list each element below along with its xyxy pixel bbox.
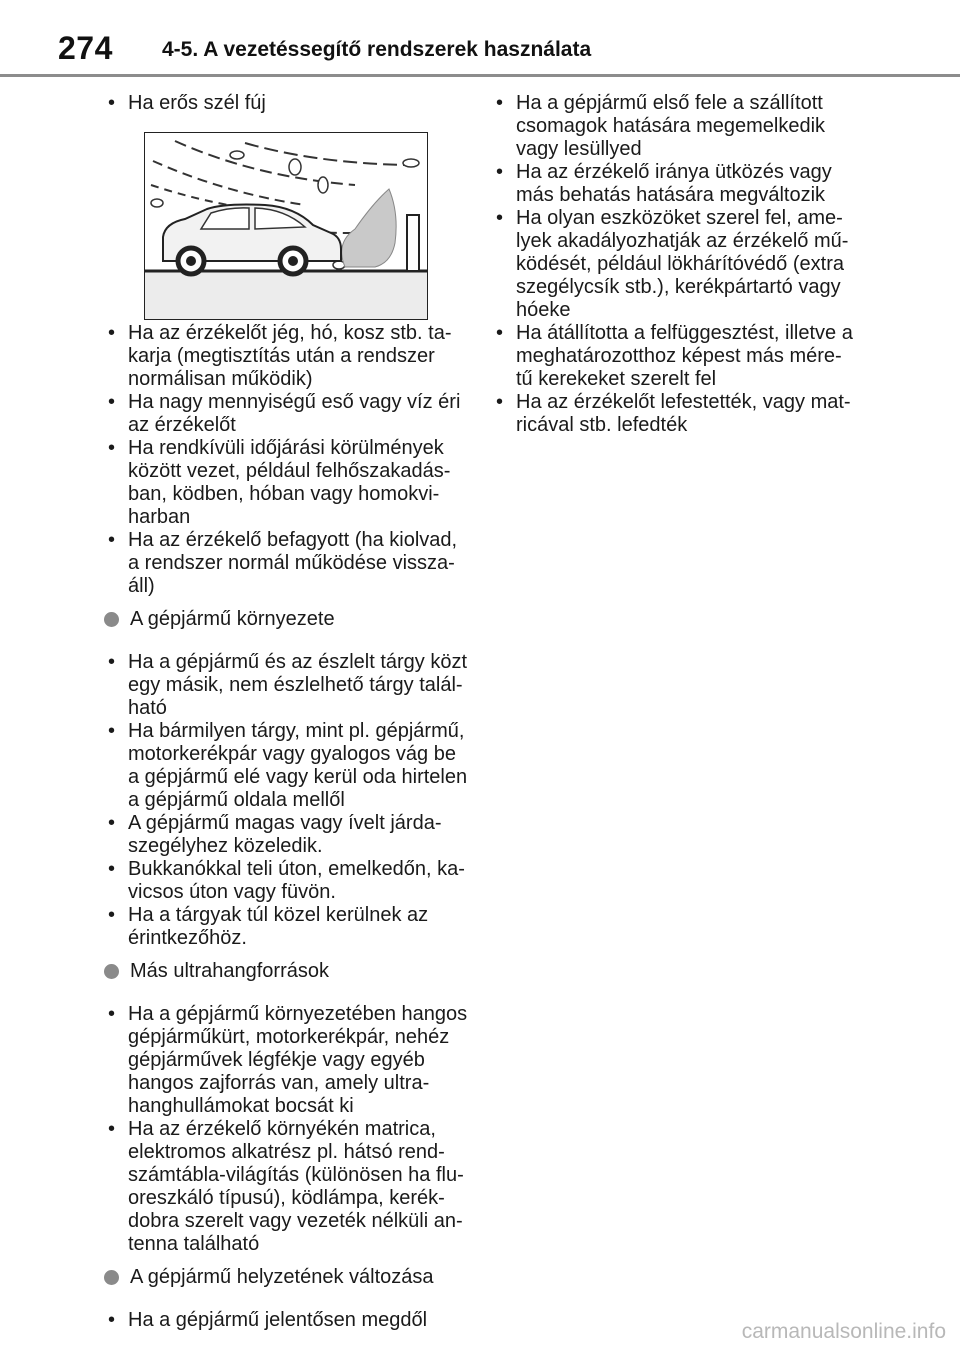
list-item: • Ha bármilyen tárgy, mint pl. gépjármű, motorkerékpár vagy gyalogos vág be a gépjármű elé vagy kerül oda hirtelen a gépjármű oldala mellől <box>108 720 468 811</box>
list-item: • Ha az érzékelőt lefestették, vagy mat-ricával stb. lefedték <box>496 391 851 436</box>
page-header <box>0 0 960 78</box>
list-item: • Ha átállította a felfüggesztést, illetve a meghatározotthoz képest más mére-tű kerekeket szerelt fel <box>496 322 853 390</box>
car-in-wind-icon <box>145 133 427 319</box>
subheading: A gépjármű környezete <box>106 608 470 631</box>
right-column <box>494 92 854 437</box>
list-item: • Ha olyan eszközöket szerel fel, ame-lyek akadályozhatják az érzékelő mű-ködését, például lökhárítóvédő (extra szegélycsík stb.), kerékpártartó vagy hóeke <box>496 207 849 321</box>
list-item: • Ha a gépjármű környezetében hangos gépjárműkürt, motorkerékpár, nehéz gépjárművek légfékje vagy egyéb hangos zajforrás van, amely ultra-hanghullámokat bocsát ki <box>108 1003 468 1117</box>
bullet-circle-icon <box>104 964 119 979</box>
list-item: • Ha az érzékelő környékén matrica, elektromos alkatrész pl. hátsó rend-számtábla-világítás (különösen ha flu-oreszkáló típusú), ködlámpa, kerék-dobra szerelt vagy vezeték nélküli an-tenna található <box>108 1118 464 1255</box>
list-item: • Ha rendkívüli időjárási körülmények között vezet, például felhőszakadás-ban, ködben, hóban vagy homokvi-harban <box>108 437 451 528</box>
bullet-list <box>106 1309 470 1332</box>
bullet-list <box>106 322 470 598</box>
subheading: A gépjármű helyzetének változása <box>106 1266 470 1289</box>
section-title: 4-5. A vezetéssegítő rendszerek használata <box>162 38 592 61</box>
left-column <box>106 92 470 115</box>
list-item: • Ha az érzékelő iránya ütközés vagy más behatás hatására megváltozik <box>496 161 832 206</box>
header-divider <box>0 74 960 77</box>
watermark: carmanualsonline.info <box>741 1320 946 1343</box>
list-item: • Ha erős szél fúj <box>108 92 266 114</box>
list-item: • Ha a gépjármű első fele a szállított csomagok hatására megemelkedik vagy lesüllyed <box>496 92 826 160</box>
list-item: • Ha a gépjármű jelentősen megdől <box>108 1309 428 1331</box>
bullet-circle-icon <box>104 1270 119 1285</box>
bullet-list <box>106 1003 470 1256</box>
list-item: • Ha az érzékelő befagyott (ha kiolvad, a rendszer normál működése vissza-áll) <box>108 529 458 597</box>
bullet-circle-icon <box>104 612 119 627</box>
bullet-list <box>494 92 854 437</box>
wind-illustration <box>144 132 428 320</box>
list-item: • Ha nagy mennyiségű eső vagy víz éri az érzékelőt <box>108 391 461 436</box>
list-item: • Ha a gépjármű és az észlelt tárgy közt egy másik, nem észlelhető tárgy talál-ható <box>108 651 468 719</box>
subheading: Más ultrahangforrások <box>106 960 470 983</box>
list-item: • A gépjármű magas vagy ívelt járda-szegélyhez közeledik. <box>108 812 442 857</box>
bullet-list <box>106 651 470 950</box>
list-item: • Bukkanókkal teli úton, emelkedőn, ka-vicsos úton vagy füvön. <box>108 858 465 903</box>
page-number: 274 <box>58 30 113 66</box>
list-item: • Ha az érzékelőt jég, hó, kosz stb. ta-karja (megtisztítás után a rendszer normálisan működik) <box>108 322 452 390</box>
left-column-body <box>106 322 470 1332</box>
list-item: • Ha a tárgyak túl közel kerülnek az érintkezőhöz. <box>108 904 429 949</box>
